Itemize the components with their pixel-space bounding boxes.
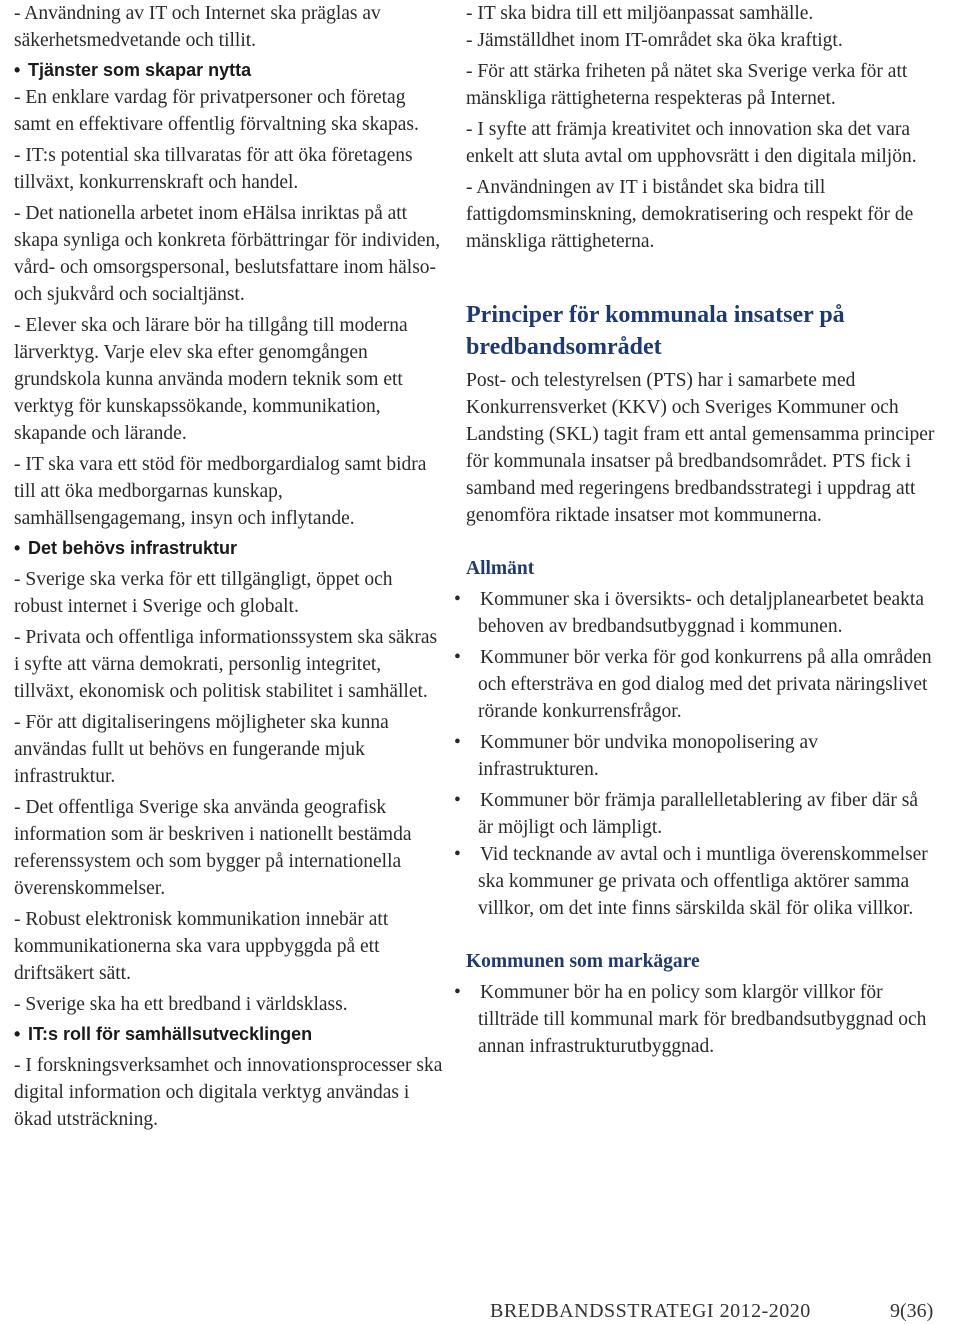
- paragraph: - För att digitaliseringens möjligheter ska kunna användas fullt ut behövs en fungerande mjuk infrastruktur.: [14, 712, 389, 787]
- paragraph: - I forskningsverksamhet och innovationsprocesser ska digital information och digitala verktyg användas i ökad utsträckning.: [14, 1055, 443, 1130]
- list-item: • Kommuner ska i översikts- och detaljplanearbetet beakta behoven av bredbandsutbyggnad i kommunen.: [466, 586, 936, 640]
- subheading-general: Allmänt: [466, 558, 535, 579]
- right-column: [454, 0, 936, 1060]
- list-item: • Kommuner bör verka för god konkurrens på alla områden och eftersträva en god dialog med det privata näringslivet rörande konkurrensfrågor.: [466, 644, 936, 725]
- paragraph: - Användning av IT och Internet ska präglas av säkerhetsmedvetande och tillit.: [14, 3, 381, 51]
- paragraph: - Användningen av IT i biståndet ska bidra till fattigdomsminskning, demokratisering och respekt för de mänskliga rättigheterna.: [466, 177, 914, 252]
- paragraph: - Det nationella arbetet inom eHälsa inriktas på att skapa synliga och konkreta förbättringar för individen, vård- och omsorgspersonal, beslutsfattare inom hälso- och sjukvård och socialtjänst.: [14, 203, 441, 305]
- bullet-icon: •: [454, 732, 461, 753]
- paragraph: - Sverige ska verka för ett tillgängligt, öppet och robust internet i Sverige och globalt.: [14, 569, 393, 617]
- bullet-icon: •: [454, 589, 461, 610]
- principles-list: [454, 586, 936, 922]
- paragraph: - Sverige ska ha ett bredband i världsklass.: [14, 994, 348, 1015]
- paragraph: - IT:s potential ska tillvaratas för att öka företagens tillväxt, konkurrenskraft och handel.: [14, 145, 413, 193]
- paragraph: - I syfte att främja kreativitet och innovation ska det vara enkelt att sluta avtal om upphovsrätt i den digitala miljön.: [466, 119, 917, 167]
- subheading-landowner: Kommunen som markägare: [466, 951, 700, 972]
- list-item: • Kommuner bör ha en policy som klargör villkor för tillträde till kommunal mark för bredbandsutbyggnad och annan infrastrukturutbyggnad.: [466, 979, 936, 1060]
- section-heading: • Tjänster som skapar nytta: [14, 57, 446, 84]
- list-item: • Kommuner bör främja parallelletablering av fiber där så är möjligt och lämpligt.: [466, 787, 936, 841]
- paragraph: - Privata och offentliga informationssystem ska säkras i syfte att värna demokrati, personlig integritet, tillväxt, ekonomisk och politisk stabilitet i samhället.: [14, 627, 438, 702]
- page-number: 9(36): [890, 1300, 934, 1322]
- document-title: BREDBANDSSTRATEGI 2012-2020: [490, 1300, 811, 1322]
- section-heading: • IT:s roll för samhällsutvecklingen: [14, 1021, 446, 1048]
- bullet-icon: •: [454, 790, 461, 811]
- left-column: [14, 0, 446, 1133]
- list-item: • Vid tecknande av avtal och i muntliga överenskommelser ska kommuner ge privata och offentliga aktörer samma villkor, om det inte finns särskilda skäl för olika villkor.: [466, 841, 936, 922]
- paragraph: - En enklare vardag för privatpersoner och företag samt en effektivare offentlig förvaltning ska skapas.: [14, 87, 419, 135]
- paragraph: - För att stärka friheten på nätet ska Sverige verka för att mänskliga rättigheterna respekteras på Internet.: [466, 61, 908, 109]
- section-title: Principer för kommunala insatser på bredbandsområdet: [466, 302, 845, 360]
- bullet-icon: •: [14, 538, 21, 558]
- bullet-icon: •: [14, 1024, 21, 1044]
- paragraph: - Jämställdhet inom IT-området ska öka kraftigt.: [466, 30, 843, 51]
- bullet-icon: •: [454, 844, 461, 865]
- landowner-list: [454, 979, 936, 1060]
- bullet-icon: •: [454, 982, 461, 1003]
- paragraph: - IT ska bidra till ett miljöanpassat samhälle.: [466, 3, 814, 24]
- paragraph: - Robust elektronisk kommunikation innebär att kommunikationerna ska vara uppbyggda på ett driftsäkert sätt.: [14, 909, 389, 984]
- intro-paragraph: Post- och telestyrelsen (PTS) har i samarbete med Konkurrensverket (KKV) och Sveriges Kommuner och Landsting (SKL) tagit fram ett antal gemensamma principer för kommunala insatser på bredbandsområdet. PTS fick i samband med regeringens bredbandsstrategi i uppdrag att genomföra riktade insatser mot kommunerna.: [466, 370, 935, 526]
- paragraph: - Det offentliga Sverige ska använda geografisk information som är beskriven i nationellt bestämda referenssystem och som bygger på internationella överenskommelser.: [14, 797, 412, 899]
- bullet-icon: •: [454, 647, 461, 668]
- section-heading: • Det behövs infrastruktur: [14, 535, 446, 562]
- bullet-icon: •: [14, 60, 21, 80]
- list-item: • Kommuner bör undvika monopolisering av infrastrukturen.: [466, 729, 936, 783]
- page-footer: [490, 1298, 960, 1324]
- paragraph: - IT ska vara ett stöd för medborgardialog samt bidra till att öka medborgarnas kunskap, samhällsengagemang, insyn och inflytande.: [14, 454, 427, 529]
- paragraph: - Elever ska och lärare bör ha tillgång till moderna lärverktyg. Varje elev ska efter genomgången grundskola kunna använda modern teknik som ett verktyg för kunskapssökande, kommunikation, skapande och lärande.: [14, 315, 408, 444]
